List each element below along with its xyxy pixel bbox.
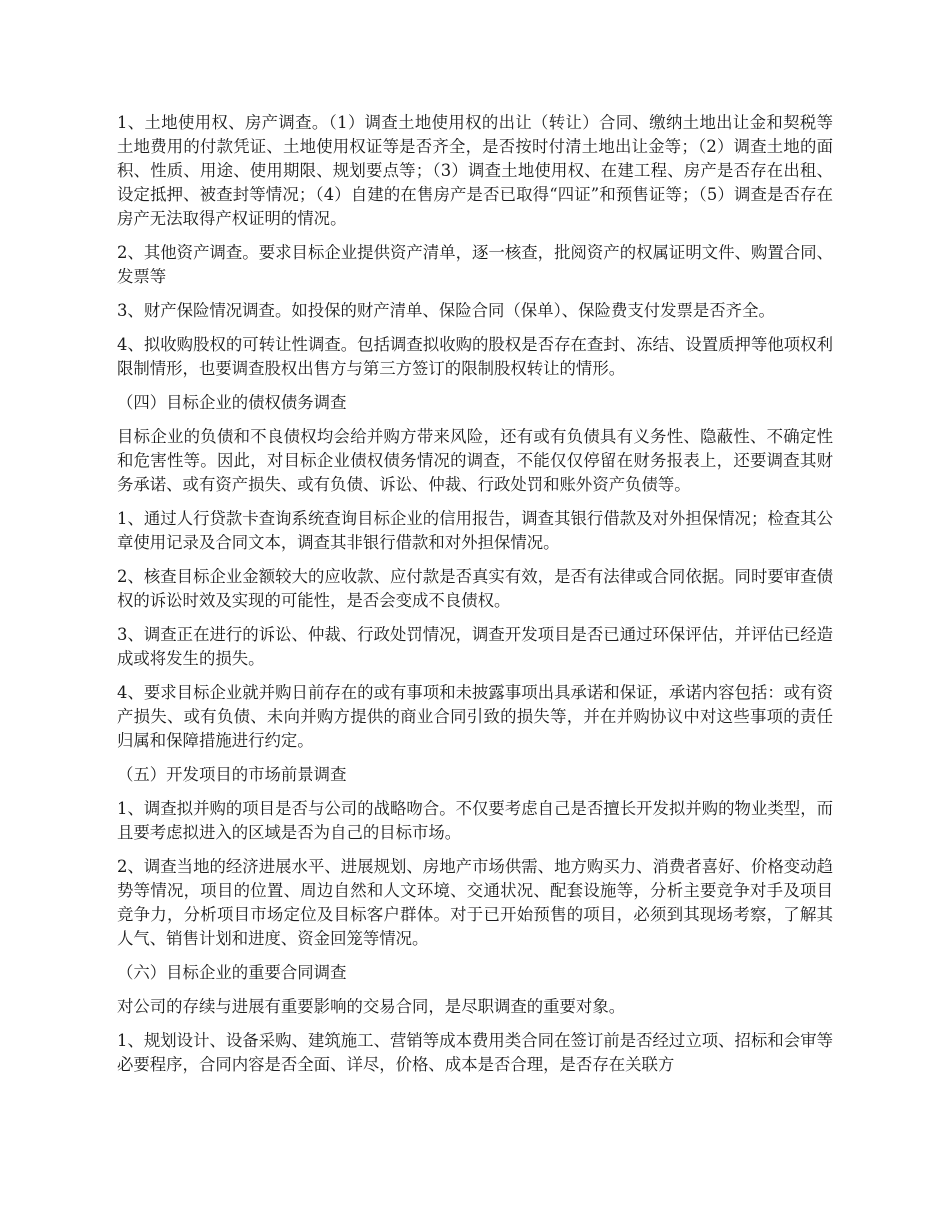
paragraph-litigation: 3、调查正在进行的诉讼、仲裁、行政处罚情况，调查开发项目是否已通过环保评估，并评估已经造成或将发生的损失。 (117, 625, 833, 668)
paragraph-receivables-payables: 2、核查目标企业金额较大的应收款、应付款是否真实有效，是否有法律或合同依据。同时要审查债权的诉讼时效及实现的可能性，是否会变成不良债权。 (117, 567, 833, 610)
paragraph-other-assets: 2、其他资产调查。要求目标企业提供资产清单，逐一核查，批阅资产的权属证明文件、购置合同、发票等 (117, 243, 833, 286)
paragraph-equity-transferability: 4、拟收购股权的可转让性调查。包括调查拟收购的股权是否存在查封、冻结、设置质押等他项权利限制情形，也要调查股权出售方与第三方签订的限制股权转让的情形。 (117, 335, 833, 378)
paragraph-local-market: 2、调查当地的经济进展水平、进展规划、房地产市场供需、地方购买力、消费者喜好、价格变动趋势等情况，项目的位置、周边自然和人文环境、交通状况、配套设施等，分析主要竞争对手及项目竞争力，分析项目市场定位及目标客户群体。对于已开始预售的项目，必须到其现场考察，了解其人气、销售计划和进度、资金回笼等情况。 (117, 857, 833, 948)
paragraph-commitments: 4、要求目标企业就并购日前存在的或有事项和未披露事项出具承诺和保证，承诺内容包括：或有资产损失、或有负债、未向并购方提供的商业合同引致的损失等，并在并购协议中对这些事项的责任归属和保障措施进行约定。 (117, 683, 833, 750)
section-heading-market-prospects: （五）开发项目的市场前景调查 (117, 765, 347, 784)
section-heading-important-contracts: （六）目标企业的重要合同调查 (117, 963, 347, 982)
paragraph-cost-contracts: 1、规划设计、设备采购、建筑施工、营销等成本费用类合同在签订前是否经过立项、招标和会审等必要程序，合同内容是否全面、详尽，价格、成本是否合理，是否存在关联方 (117, 1031, 833, 1074)
section-heading-debt-investigation: （四）目标企业的债权债务调查 (117, 393, 347, 412)
paragraph-property-insurance: 3、财产保险情况调查。如投保的财产清单、保险合同（保单）、保险费支付发票是否齐全。 (117, 301, 775, 320)
paragraph-contracts-intro: 对公司的存续与进展有重要影响的交易合同，是尽职调查的重要对象。 (117, 997, 626, 1016)
paragraph-strategy-fit: 1、调查拟并购的项目是否与公司的战略吻合。不仅要考虑自己是否擅长开发拟并购的物业类型，而且要考虑拟进入的区域是否为自己的目标市场。 (117, 799, 833, 842)
paragraph-land-use-rights: 1、土地使用权、房产调查。（1）调查土地使用权的出让（转让）合同、缴纳土地出让金和契税等土地费用的付款凭证、土地使用权证等是否齐全，是否按时付清土地出让金等；（2）调查土地的面积、性质、用途、使用期限、规划要点等；（3）调查土地使用权、在建工程、房产是否存在出租、设定抵押、被查封等情况；（4）自建的在售房产是否已取得“四证”和预售证等；（5）调查是否存在房产无法取得产权证明的情况。 (117, 113, 833, 228)
paragraph-debt-risk-intro: 目标企业的负债和不良债权均会给并购方带来风险，还有或有负债具有义务性、隐蔽性、不确定性和危害性等。因此，对目标企业债权债务情况的调查，不能仅仅停留在财务报表上，还要调查其财务承诺、或有资产损失、或有负债、诉讼、仲裁、行政处罚和账外资产负债等。 (117, 427, 833, 494)
paragraph-credit-report: 1、通过人行贷款卡查询系统查询目标企业的信用报告，调查其银行借款及对外担保情况；检查其公章使用记录及合同文本，调查其非银行借款和对外担保情况。 (117, 509, 833, 552)
document-page (117, 111, 833, 1087)
